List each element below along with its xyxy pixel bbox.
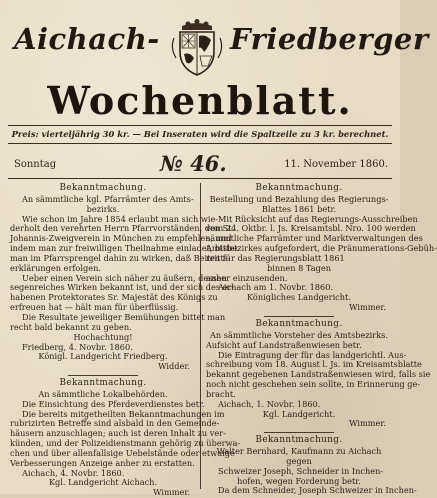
masthead-rule-top xyxy=(8,125,392,126)
text-line: indem man zur freiwilligen Theilnahme einladet, bittet xyxy=(10,243,238,254)
text-line: künden, und der Polizeidienstmann gehörig zu überwa- xyxy=(10,438,241,449)
text-line: An sämmtliche Lokalbehörden. xyxy=(38,388,168,399)
text-line: sämmtliche Pfarrämter und Marktverwaltungen des xyxy=(206,233,423,244)
masthead-title-right: Friedberger xyxy=(230,22,429,56)
masthead-rule-bottom xyxy=(8,178,392,179)
text-line: anher einzusenden. xyxy=(206,272,288,283)
text-line: häusern anzuschlagen; auch ist deren Inhalt zu ver- xyxy=(10,428,226,439)
text-line: Kgl. Landgericht. xyxy=(262,408,336,419)
text-line: habenen Protektorates Sr. Majestät des Königs zu xyxy=(10,292,218,303)
text-line: bezirks. xyxy=(86,203,120,214)
text-line: Johannis-Zweigverein in München zu empfehlen, und xyxy=(10,233,232,244)
text-line: Die Einsichtung des Pferdeverdienstes betr. xyxy=(22,398,205,409)
text-line: derholt den verehrten Herrn Pfarrvorständen, den St. xyxy=(10,223,235,234)
text-line: Die bereits mitgetheilten Bekanntmachungen im xyxy=(22,408,225,419)
text-line: Amtsbezirkes aufgefordert, die Pränumerations-Gebüh- xyxy=(206,243,437,254)
text-line: Walter Bernhard, Kaufmann zu Aichach xyxy=(216,446,382,457)
text-line: Wimmer. xyxy=(153,487,190,498)
notice-heading: Bekanntmachung. xyxy=(255,435,343,446)
text-line: Wimmer. xyxy=(349,302,386,313)
text-line: hofen, wegen Forderung betr. xyxy=(237,475,361,486)
text-line: Die Eintragung der für das landgerichtl. Aus- xyxy=(218,349,407,360)
text-line: gegen xyxy=(286,455,312,466)
text-line: noch nicht geschehen sein sollte, in Erinnerung ge- xyxy=(206,379,421,390)
text-line: erklärungen erfolgen. xyxy=(10,262,101,273)
text-line: Hochachtung! xyxy=(73,331,133,342)
notice-heading: Bekanntmachung. xyxy=(59,183,147,193)
text-line: Kgl. Landgericht Aichach. xyxy=(48,477,158,488)
notice-heading: Bekanntmachung. xyxy=(255,183,343,193)
text-line: An sämmtliche Vorsteher des Amtsbezirks. xyxy=(210,329,388,340)
weekday: Sonntag xyxy=(14,159,57,170)
text-line: Verbesserungen Anzeige anher zu erstatten. xyxy=(10,457,195,468)
section-separator xyxy=(264,316,334,317)
text-line: Aichach am 1. Novbr. 1860. xyxy=(218,282,334,293)
text-line: binnen 8 Tagen xyxy=(266,262,331,273)
text-line: Bestellung und Bezahlung des Regierungs- xyxy=(209,193,389,204)
text-line: Die Resultate jeweiliger Bemühungen bittet man xyxy=(22,311,226,322)
text-line: Königl. Landgericht Friedberg. xyxy=(38,351,168,362)
text-line: chen und über allenfallsige Uebelstände oder etwaige xyxy=(10,447,235,458)
price-line: Preis: vierteljährig 30 kr. — Bei Inseraten wird die Spaltzeile zu 3 kr. berechnet. xyxy=(11,129,389,139)
text-line: vom 24. Oktbr. l. Js. Kreisamtsbl. Nro. 100 werden xyxy=(206,223,416,234)
text-line: Wimmer. xyxy=(349,418,386,429)
notice-heading: Bekanntmachung. xyxy=(59,378,147,389)
issue-date: 11. November 1860. xyxy=(284,159,388,170)
text-line: bekannt gegebenen Landstraßenwiesen wird, falls sie xyxy=(206,369,431,380)
text-line: segenreiches Wirken bekannt ist, und der sich des er- xyxy=(10,282,235,293)
dateline xyxy=(10,151,390,175)
notice-heading: Bekanntmachung. xyxy=(255,318,343,329)
text-line: Aufsicht auf Landstraßenwiesen betr. xyxy=(206,339,362,350)
text-line: Friedberg, 4. Novbr. 1860. xyxy=(22,341,133,352)
text-line: Ueber einen Verein sich näher zu äußern, dessen xyxy=(22,272,227,283)
masthead-rule-middle xyxy=(8,143,392,144)
text-line: Widder. xyxy=(158,361,190,372)
text-line: bracht. xyxy=(206,388,236,399)
text-line: Aichach, 4. Novbr. 1860. xyxy=(22,467,125,478)
text-line: Aichach, 1. Novbr. 1860. xyxy=(218,398,321,409)
text-line: erfreuen hat — hält man für überflüssig. xyxy=(10,302,179,313)
text-line: schreibung vom 18. August l. Js. im Kreisamtsblatte xyxy=(206,359,422,370)
masthead-title-main: Wochenblatt. xyxy=(47,78,353,123)
text-line: Mit Rücksicht auf das Regierungs-Ausschreiben xyxy=(218,213,418,224)
issue-number: № 46. xyxy=(160,151,227,176)
text-line: Blattes 1861 betr. xyxy=(261,203,337,214)
text-line: ren für das Regierungsblatt 1861 xyxy=(206,252,345,263)
text-line: recht bald bekannt zu geben. xyxy=(10,321,132,332)
text-line: Wie schon im Jahre 1854 erlaubt man sich wie- xyxy=(22,213,219,224)
section-separator xyxy=(264,432,334,433)
coat-of-arms-icon xyxy=(168,18,226,78)
text-line: rubrizirten Betreffe sind alsbald in den Gemeinde- xyxy=(10,418,220,429)
masthead-title-left: Aichach- xyxy=(14,22,160,56)
text-line: An sämmtliche kgl. Pfarrämter des Amts- xyxy=(22,193,194,204)
text-line: man im Pfarrsprengel dahin zu wirken, daß Beitritts- xyxy=(10,252,231,263)
text-line: Da dem Schneider, Joseph Schweizer in Inchen- xyxy=(218,485,417,496)
text-line: Königliches Landgericht. xyxy=(247,292,351,303)
text-line: Schweizer Joseph, Schneider in Inchen- xyxy=(218,465,384,476)
right-column xyxy=(206,183,437,496)
section-separator xyxy=(68,375,138,376)
